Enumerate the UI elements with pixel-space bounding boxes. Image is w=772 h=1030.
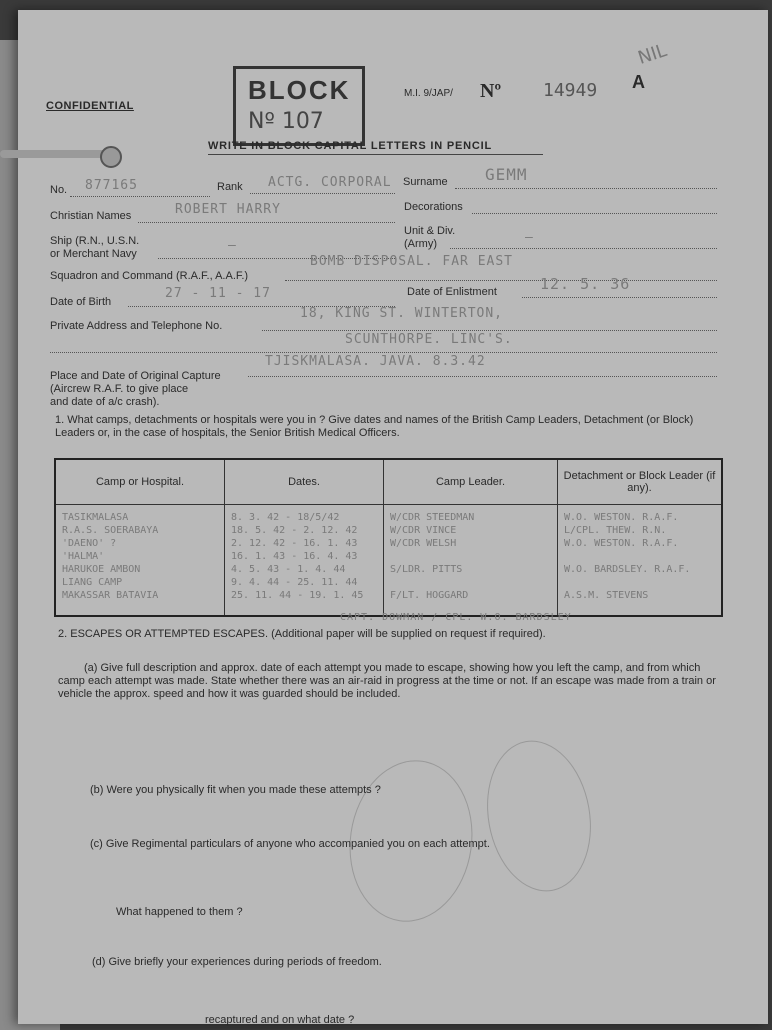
rank-label: Rank bbox=[217, 181, 243, 193]
enlistment-line bbox=[522, 297, 717, 298]
grade-mark: A bbox=[632, 72, 645, 92]
camp-leader-cell bbox=[384, 505, 558, 617]
camps-table bbox=[54, 458, 723, 617]
capture-label-line2: (Aircrew R.A.F. to give place bbox=[50, 383, 189, 395]
handwritten-nil: NIL bbox=[635, 40, 670, 69]
christian-names-value: ROBERT HARRY bbox=[175, 202, 281, 217]
table-cell: A.S.M. STEVENS bbox=[564, 590, 649, 601]
question-2c-text: (c) Give Regimental particulars of anyone who accompanied you on each attempt. bbox=[90, 838, 490, 850]
camps-table-header bbox=[55, 459, 722, 505]
dates-cell bbox=[225, 505, 384, 617]
table-cell: 16. 1. 43 - 16. 4. 43 bbox=[231, 551, 358, 562]
ship-label-line2: or Merchant Navy bbox=[50, 248, 137, 260]
unit-line bbox=[450, 248, 717, 249]
decorations-line bbox=[472, 213, 717, 214]
table-cell bbox=[564, 576, 715, 589]
table-cell bbox=[390, 576, 551, 589]
table-cell: L/CPL. THEW. R.N. bbox=[564, 525, 667, 536]
capture-line bbox=[248, 376, 717, 377]
capture-value: TJISKMALASA. JAVA. 8.3.42 bbox=[265, 354, 486, 369]
col-header-detachment-leader: Detachment or Block Leader (if any). bbox=[558, 459, 723, 505]
question-2a-text: (a) Give full description and approx. date of each attempt you made to escape, showing how you left the camp, and from which camp each attempt was made. State whether there was an air-raid in progress at the time or not. If an escape was made from a train or vehicle the approx. speed and how it was guarded should be included. bbox=[58, 662, 716, 700]
table-cell: TASIKMALASA bbox=[62, 512, 129, 523]
no-label: No. bbox=[50, 184, 68, 196]
table-cell: 4. 5. 43 - 1. 4. 44 bbox=[231, 564, 346, 575]
unit-value: — bbox=[525, 230, 534, 245]
table-cell: 'HALMA' bbox=[62, 551, 105, 562]
table-cell: F/LT. HOGGARD bbox=[390, 590, 469, 601]
address-value-1: 18, KING ST. WINTERTON, bbox=[300, 306, 504, 321]
col-header-dates: Dates. bbox=[225, 459, 384, 505]
unit-label-line2: (Army) bbox=[404, 238, 437, 250]
christian-names-line bbox=[138, 222, 395, 223]
mi-reference: M.I. 9/JAP/ bbox=[404, 88, 453, 99]
no-line bbox=[70, 196, 210, 197]
enlistment-label: Date of Enlistment bbox=[407, 286, 497, 298]
surname-line bbox=[455, 188, 717, 189]
address-line-1 bbox=[262, 330, 717, 331]
question-2e-partial: recaptured and on what date ? bbox=[205, 1014, 355, 1026]
table-cell: 8. 3. 42 - 18/5/42 bbox=[231, 512, 340, 523]
table-cell: 2. 12. 42 - 16. 1. 43 bbox=[231, 538, 358, 549]
rank-line bbox=[250, 193, 395, 194]
col-header-camp-leader: Camp Leader. bbox=[384, 459, 558, 505]
ship-label-line1: Ship (R.N., U.S.N. bbox=[50, 235, 140, 247]
address-line-2 bbox=[50, 352, 717, 353]
table-cell: W/CDR VINCE bbox=[390, 525, 457, 536]
tie-knot bbox=[100, 146, 122, 168]
surname-label: Surname bbox=[403, 176, 448, 188]
capture-label-line3: and date of a/c crash). bbox=[50, 396, 160, 408]
tie-string bbox=[0, 150, 112, 158]
table-cell: 9. 4. 44 - 25. 11. 44 bbox=[231, 577, 358, 588]
number-label: Nº bbox=[480, 80, 502, 102]
block-stamp bbox=[233, 66, 365, 146]
dob-value: 27 - 11 - 17 bbox=[165, 286, 271, 301]
question-2b-text: (b) Were you physically fit when you made these attempts ? bbox=[90, 784, 381, 796]
squadron-label: Squadron and Command (R.A.F., A.A.F.) bbox=[50, 270, 249, 282]
table-cell: 25. 11. 44 - 19. 1. 45 bbox=[231, 590, 364, 601]
decorations-label: Decorations bbox=[404, 201, 463, 213]
table-cell: S/LDR. PITTS bbox=[390, 564, 463, 575]
address-label: Private Address and Telephone No. bbox=[50, 320, 223, 332]
confidential-label: CONFIDENTIAL bbox=[46, 100, 134, 112]
unit-label-line1: Unit & Div. bbox=[404, 225, 456, 237]
table-cell bbox=[390, 550, 551, 563]
col-header-camp: Camp or Hospital. bbox=[55, 459, 225, 505]
enlistment-value: 12. 5. 36 bbox=[540, 275, 631, 293]
surname-value: GEMM bbox=[485, 165, 528, 184]
table-row bbox=[55, 505, 722, 617]
banner-underline bbox=[208, 154, 543, 155]
question-2c-follow: What happened to them ? bbox=[116, 906, 243, 918]
table-cell: R.A.S. SOERABAYA bbox=[62, 525, 159, 536]
question-2d-text: (d) Give briefly your experiences during periods of freedom. bbox=[92, 956, 382, 968]
table-cell: W/CDR STEEDMAN bbox=[390, 512, 475, 523]
table-cell: 18. 5. 42 - 2. 12. 42 bbox=[231, 525, 358, 536]
christian-names-label: Christian Names bbox=[50, 210, 132, 222]
no-value: 877165 bbox=[85, 178, 138, 193]
question-1-text: 1. What camps, detachments or hospitals were you in ? Give dates and names of the British Camp Leaders, Detachment (or Block) Leaders or, in the case of hospitals, the Senior British Medical Officers. bbox=[55, 414, 694, 439]
camp-cell bbox=[55, 505, 225, 617]
table-cell: 'DAENO' ? bbox=[62, 538, 117, 549]
stamp-number: Nº 107 bbox=[248, 109, 324, 134]
capture-label-line1: Place and Date of Original Capture bbox=[50, 370, 221, 382]
table-overflow-note: CAPT. DOWMAN / CPL. W.O. BARDSLEY bbox=[340, 612, 572, 623]
instruction-banner: WRITE IN BLOCK CAPITAL LETTERS IN PENCIL bbox=[208, 140, 492, 152]
rank-value: ACTG. CORPORAL bbox=[268, 175, 392, 190]
squadron-line bbox=[285, 280, 717, 281]
ship-value: — bbox=[228, 238, 237, 253]
table-cell: MAKASSAR BATAVIA bbox=[62, 590, 159, 601]
dob-label: Date of Birth bbox=[50, 296, 112, 308]
stamp-block-text: BLOCK bbox=[248, 75, 351, 105]
table-cell: W/CDR WELSH bbox=[390, 538, 457, 549]
question-2-heading: 2. ESCAPES OR ATTEMPTED ESCAPES. (Additional paper will be supplied on request if required). bbox=[58, 628, 546, 640]
table-cell: W.O. WESTON. R.A.F. bbox=[564, 538, 679, 549]
table-cell: HARUKOE AMBON bbox=[62, 564, 141, 575]
table-cell: W.O. WESTON. R.A.F. bbox=[564, 512, 679, 523]
table-cell bbox=[564, 550, 715, 563]
document-number: 14949 bbox=[543, 80, 598, 101]
squadron-value: BOMB DISPOSAL. FAR EAST bbox=[310, 254, 514, 269]
address-value-2: SCUNTHORPE. LINC'S. bbox=[345, 332, 513, 347]
table-cell: LIANG CAMP bbox=[62, 577, 123, 588]
detachment-leader-cell bbox=[558, 505, 723, 617]
table-cell: W.O. BARDSLEY. R.A.F. bbox=[564, 564, 691, 575]
